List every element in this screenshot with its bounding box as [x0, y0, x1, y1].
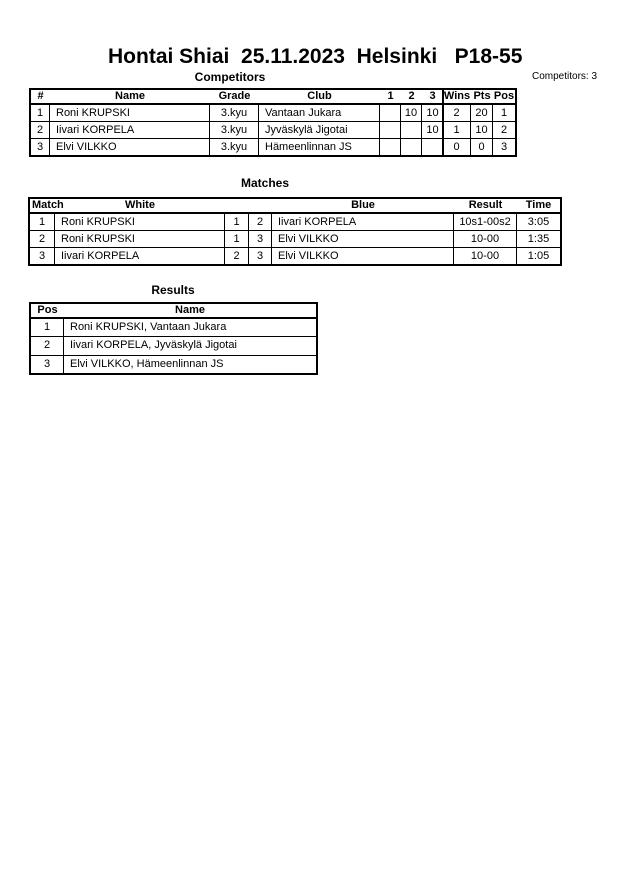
cell-white-num: 1: [225, 214, 249, 230]
col-header-grade: Grade: [218, 90, 251, 102]
col-header-wins: Wins: [443, 90, 471, 102]
cell-round2: 10: [401, 105, 422, 121]
cell-grade: 3.kyu: [210, 105, 259, 121]
matches-section-label: Matches: [240, 176, 290, 190]
col-header-club: Club: [307, 90, 332, 102]
col-header-blue-num: [249, 199, 272, 212]
cell-num: 2: [31, 122, 50, 138]
col-header-name: Name: [115, 90, 145, 102]
col-header-round3: 3: [429, 90, 436, 102]
cell-blue: Elvi VILKKO: [272, 231, 454, 247]
cell-white-num: 2: [225, 248, 249, 264]
cell-wins: 2: [443, 105, 471, 121]
cell-match: 2: [30, 231, 55, 247]
cell-pos: 1: [500, 106, 508, 119]
competitors-section-label: Competitors: [194, 70, 266, 84]
col-header-pos: Pos: [37, 304, 58, 316]
cell-pts: 0: [471, 139, 493, 155]
cell-grade: 3.kyu: [210, 139, 259, 155]
cell-round2: [401, 139, 422, 155]
cell-match: 3: [30, 248, 55, 264]
cell-white-num: 1: [225, 231, 249, 247]
cell-pos: 2: [500, 123, 508, 136]
cell-round1: [380, 105, 401, 121]
cell-club: Vantaan Jukara: [259, 105, 380, 121]
cell-white: Roni KRUPSKI: [55, 214, 225, 230]
cell-name: Elvi VILKKO: [50, 139, 210, 155]
page-title: Hontai Shiai 25.11.2023 Helsinki P18-55: [108, 45, 523, 68]
cell-pos: 3: [31, 356, 64, 373]
table-row: [30, 247, 560, 264]
cell-club: Hämeenlinnan JS: [259, 139, 380, 155]
table-row: [30, 230, 560, 247]
cell-name: Iivari KORPELA, Jyväskylä Jigotai: [70, 339, 237, 352]
col-header-name: Name: [175, 304, 205, 316]
col-header-pos: Pos: [493, 90, 515, 102]
cell-round3: 10: [426, 106, 439, 119]
cell-name: Roni KRUPSKI: [50, 105, 210, 121]
cell-time: 1:05: [527, 249, 550, 262]
col-header-round1: 1: [387, 90, 394, 102]
cell-club: Jyväskylä Jigotai: [259, 122, 380, 138]
table-row: [31, 319, 316, 336]
cell-pts: 20: [471, 105, 493, 121]
col-header-blue: Blue: [351, 199, 375, 211]
col-header-pts: Pts: [473, 90, 491, 102]
cell-round1: [380, 122, 401, 138]
competitors-table: [29, 88, 517, 157]
cell-num: 1: [31, 105, 50, 121]
cell-time: 1:35: [527, 232, 550, 245]
cell-blue: Elvi VILKKO: [272, 248, 454, 264]
cell-white: Iivari KORPELA: [55, 248, 225, 264]
cell-wins: 0: [443, 139, 471, 155]
col-header-white: White: [125, 199, 155, 211]
cell-pos: 1: [31, 319, 64, 336]
cell-num: 3: [31, 139, 50, 155]
col-header-match: Match: [32, 199, 64, 211]
cell-pts: 10: [471, 122, 493, 138]
cell-pos: 3: [500, 140, 508, 153]
cell-name: Roni KRUPSKI, Vantaan Jukara: [70, 321, 227, 334]
results-section-label: Results: [151, 283, 195, 297]
cell-blue-num: 3: [249, 248, 272, 264]
cell-round3: [422, 139, 443, 155]
col-header-white-num: [225, 199, 249, 212]
cell-grade: 3.kyu: [210, 122, 259, 138]
cell-round2: [401, 122, 422, 138]
cell-wins: 1: [443, 122, 471, 138]
col-header-round2: 2: [408, 90, 415, 102]
wins-group-divider: [442, 90, 444, 155]
cell-round3: 10: [426, 123, 439, 136]
cell-result: 10s1-00s2: [454, 214, 517, 230]
matches-table: [28, 197, 562, 266]
results-header-row: [31, 304, 316, 319]
table-row: [31, 336, 316, 354]
matches-header-row: [30, 199, 560, 214]
cell-white: Roni KRUPSKI: [55, 231, 225, 247]
cell-result: 10-00: [454, 248, 517, 264]
cell-name: Elvi VILKKO, Hämeenlinnan JS: [70, 357, 224, 370]
cell-blue-num: 2: [249, 214, 272, 230]
col-header-num: #: [37, 90, 44, 102]
cell-match: 1: [30, 214, 55, 230]
competitors-count: Competitors: 3: [532, 71, 598, 82]
cell-time: 3:05: [527, 215, 550, 228]
cell-blue: Iivari KORPELA: [272, 214, 454, 230]
col-header-time: Time: [525, 199, 552, 211]
table-row: [31, 355, 316, 373]
cell-result: 10-00: [454, 231, 517, 247]
cell-round1: [380, 139, 401, 155]
table-row: [30, 214, 560, 230]
cell-blue-num: 3: [249, 231, 272, 247]
col-header-result: Result: [468, 199, 503, 211]
results-table: [29, 302, 318, 375]
cell-name: Iivari KORPELA: [50, 122, 210, 138]
cell-pos: 2: [31, 337, 64, 354]
